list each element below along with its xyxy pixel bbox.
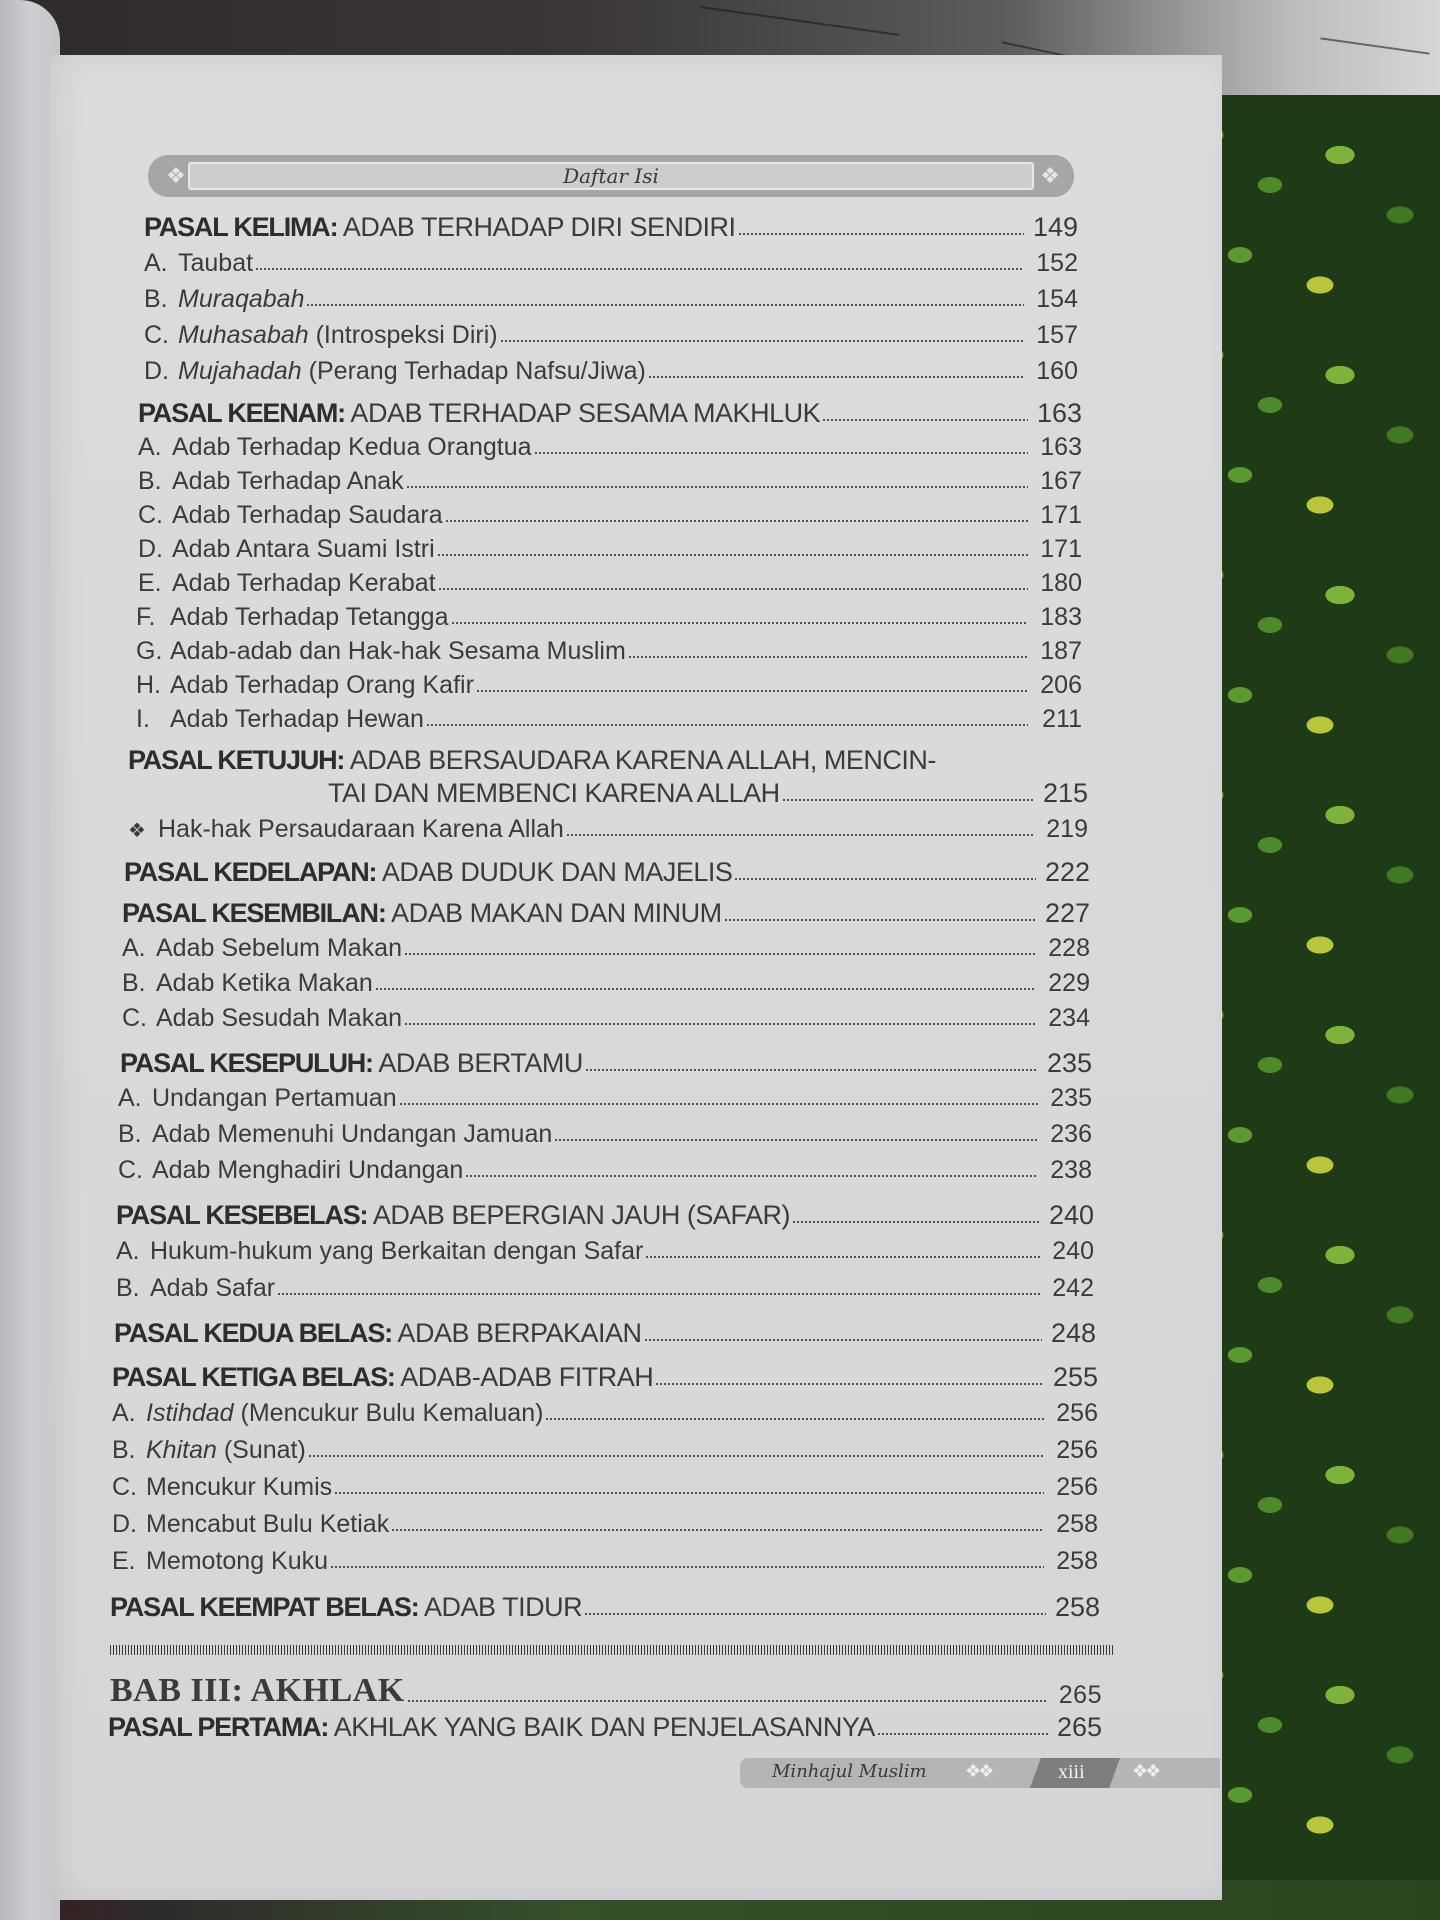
chapter-title: ADAB BERSAUDARA KARENA ALLAH, MENCIN- xyxy=(344,745,936,775)
item-letter: F. xyxy=(136,603,156,631)
page-number: 256 xyxy=(1056,1399,1098,1427)
dot-leader xyxy=(465,1174,1038,1178)
page-number: 240 xyxy=(1048,1200,1094,1230)
toc-item[interactable] xyxy=(118,1120,1092,1149)
toc-item[interactable] xyxy=(116,1274,1094,1303)
chapter-title: ADAB TERHADAP DIRI SENDIRI xyxy=(337,212,736,242)
page-number: 238 xyxy=(1050,1156,1092,1184)
dot-leader xyxy=(399,1102,1038,1106)
dot-leader xyxy=(375,987,1036,991)
item-text: (Introspeksi Diri) xyxy=(308,321,498,349)
dot-leader xyxy=(407,1699,1048,1703)
page-number: 236 xyxy=(1050,1120,1092,1148)
item-text: Mencabut Bulu Ketiak xyxy=(146,1510,390,1538)
toc-item[interactable] xyxy=(112,1510,1098,1539)
chapter-title: ADAB MAKAN DAN MINUM xyxy=(385,898,722,928)
toc-chapter-pasal-kesebelas[interactable] xyxy=(116,1200,1094,1231)
toc-item[interactable] xyxy=(112,1473,1098,1502)
item-text: Adab Terhadap Anak xyxy=(172,467,404,495)
page-number: 228 xyxy=(1048,934,1090,962)
dot-leader xyxy=(391,1528,1044,1532)
dot-leader xyxy=(585,1068,1038,1072)
item-text: Adab Terhadap Kedua Orangtua xyxy=(172,433,532,461)
item-text: Hukum-hukum yang Berkaitan dengan Safar xyxy=(150,1237,644,1265)
page-number: 235 xyxy=(1050,1084,1092,1112)
dot-leader xyxy=(566,833,1034,837)
item-text: Adab Memenuhi Undangan Jamuan xyxy=(152,1120,553,1148)
dot-leader xyxy=(782,798,1034,802)
dot-leader xyxy=(255,267,1024,271)
toc-item[interactable] xyxy=(138,569,1082,598)
item-text: Adab Terhadap Kerabat xyxy=(172,569,436,597)
toc-item[interactable] xyxy=(112,1436,1098,1465)
chapter-label: PASAL KEDUA BELAS: xyxy=(114,1318,392,1348)
item-text: (Perang Terhadap Nafsu/Jiwa) xyxy=(301,357,646,385)
ornament-icon: ❖❖ xyxy=(1132,1761,1159,1781)
dot-leader xyxy=(306,303,1024,307)
chapter-label: PASAL KESEMBILAN: xyxy=(122,898,386,928)
item-italic-text: Muhasabah xyxy=(178,321,309,349)
item-letter: B. xyxy=(122,969,146,997)
dot-leader xyxy=(500,339,1024,343)
chapter-title: ADAB TERHADAP SESAMA MAKHLUK xyxy=(344,398,821,428)
page-number: 219 xyxy=(1046,815,1088,843)
dot-leader xyxy=(404,1022,1036,1026)
chapter-title: ADAB TIDUR xyxy=(418,1592,583,1622)
dot-leader xyxy=(628,655,1028,659)
item-letter: H. xyxy=(136,671,161,699)
toc-chapter-pasal-ketujuh-line2[interactable] xyxy=(328,778,1088,809)
item-text: Adab Safar xyxy=(150,1274,276,1302)
item-italic-text: Khitan xyxy=(146,1436,217,1464)
dot-leader xyxy=(645,1255,1040,1259)
page-number: 183 xyxy=(1040,603,1082,631)
item-letter: A. xyxy=(112,1399,136,1427)
item-text: Adab Terhadap Tetangga xyxy=(170,603,449,631)
page-number: 157 xyxy=(1036,321,1078,349)
item-italic-text: Mujahadah xyxy=(178,357,302,385)
item-letter: A. xyxy=(144,249,168,277)
dot-leader xyxy=(655,1382,1044,1386)
toc-chapter-pasal-kesembilan[interactable] xyxy=(122,898,1090,929)
toc-chapter-pasal-ketujuh-line1[interactable] xyxy=(128,745,1088,776)
item-text: Adab Ketika Makan xyxy=(156,969,373,997)
chapter-title: ADAB BERTAMU xyxy=(372,1048,583,1078)
item-text: Adab Terhadap Hewan xyxy=(170,705,424,733)
item-letter: A. xyxy=(116,1237,140,1265)
item-letter: B. xyxy=(112,1436,136,1464)
toc-chapter-pasal-keenam[interactable] xyxy=(138,398,1082,429)
toc-item[interactable] xyxy=(112,1547,1098,1576)
toc-chapter-pasal-kelima[interactable] xyxy=(144,212,1078,243)
item-letter: B. xyxy=(138,467,162,495)
dot-leader xyxy=(534,451,1028,455)
page-number: 258 xyxy=(1056,1510,1098,1538)
item-text: Taubat xyxy=(178,249,254,277)
item-text: (Sunat) xyxy=(216,1436,306,1464)
chapter-title: AKHLAK YANG BAIK DAN PENJELASANNYA xyxy=(328,1712,875,1742)
chapter-title: ADAB BERPAKAIAN xyxy=(391,1318,642,1348)
item-text: Adab Sebelum Makan xyxy=(156,934,402,962)
page-number: 180 xyxy=(1040,569,1082,597)
dot-leader xyxy=(334,1491,1044,1495)
toc-chapter-pasal-ketiga-belas[interactable] xyxy=(112,1362,1098,1393)
chapter-title: ADAB-ADAB FITRAH xyxy=(394,1362,654,1392)
dot-leader xyxy=(451,621,1029,625)
page-number: 242 xyxy=(1052,1274,1094,1302)
page-number: 227 xyxy=(1044,898,1090,928)
item-text: Adab Terhadap Orang Kafir xyxy=(170,671,474,699)
chapter-label: PASAL KESEPULUH: xyxy=(120,1048,373,1078)
item-letter: C. xyxy=(138,501,163,529)
page-number: 235 xyxy=(1046,1048,1092,1078)
section-divider xyxy=(110,1645,1113,1655)
toc-item[interactable] xyxy=(136,637,1082,666)
toc-item[interactable] xyxy=(118,1156,1092,1185)
dot-leader xyxy=(404,952,1036,956)
item-text: Undangan Pertamuan xyxy=(152,1084,397,1112)
page-number: 256 xyxy=(1056,1436,1098,1464)
toc-chapter-pasal-kedelapan[interactable] xyxy=(124,857,1090,888)
page-number: 215 xyxy=(1042,778,1088,808)
item-italic-text: Istihdad xyxy=(146,1399,234,1427)
diamond-bullet-icon: ❖ xyxy=(128,820,146,842)
dot-leader xyxy=(438,587,1028,591)
dot-leader xyxy=(644,1338,1042,1342)
dot-leader xyxy=(476,689,1028,693)
dot-leader xyxy=(308,1454,1044,1458)
item-letter: E. xyxy=(112,1547,136,1575)
item-letter: D. xyxy=(144,357,169,385)
toc-chapter-pasal-kesepuluh[interactable] xyxy=(120,1048,1092,1079)
item-letter: C. xyxy=(122,1004,147,1032)
toc-item[interactable] xyxy=(144,357,1078,386)
item-text: (Mencukur Bulu Kemaluan) xyxy=(233,1399,544,1427)
item-letter: E. xyxy=(138,569,162,597)
chapter-label: PASAL KEEMPAT BELAS: xyxy=(110,1592,419,1622)
toc-item[interactable] xyxy=(122,1004,1090,1033)
page-number: 255 xyxy=(1052,1362,1098,1392)
item-text: Adab Menghadiri Undangan xyxy=(152,1156,464,1184)
dot-leader xyxy=(822,418,1028,422)
page-number: 206 xyxy=(1040,671,1082,699)
item-letter: A. xyxy=(138,433,162,461)
dot-leader xyxy=(584,1612,1046,1616)
page-number: 152 xyxy=(1036,249,1078,277)
item-letter: B. xyxy=(144,285,168,313)
page-number: xiii xyxy=(1058,1761,1085,1783)
page-number: 265 xyxy=(1058,1681,1102,1709)
toc-item[interactable] xyxy=(136,671,1082,700)
page-number: 234 xyxy=(1048,1004,1090,1032)
item-letter: C. xyxy=(118,1156,143,1184)
page-number: 240 xyxy=(1052,1237,1094,1265)
toc-item[interactable] xyxy=(122,934,1090,963)
chapter-label: PASAL KEENAM: xyxy=(138,398,345,428)
dot-leader xyxy=(554,1138,1038,1142)
footer-banner xyxy=(740,1758,1220,1788)
toc-bab-iii[interactable] xyxy=(110,1672,1102,1710)
page-number: 258 xyxy=(1056,1547,1098,1575)
dot-leader xyxy=(648,375,1024,379)
item-italic-text: Muraqabah xyxy=(178,285,305,313)
chapter-title: ADAB DUDUK DAN MAJELIS xyxy=(376,857,733,887)
item-letter: A. xyxy=(118,1084,142,1112)
item-text: Mencukur Kumis xyxy=(146,1473,333,1501)
toc-item[interactable] xyxy=(144,285,1078,314)
chapter-label: PASAL KESEBELAS: xyxy=(116,1200,368,1230)
page-number: 167 xyxy=(1040,467,1082,495)
dot-leader xyxy=(724,918,1036,922)
chapter-label: PASAL KEDELAPAN: xyxy=(124,857,377,887)
bab-title: BAB III: AKHLAK xyxy=(110,1672,405,1709)
item-text: Adab Antara Suami Istri xyxy=(172,535,435,563)
chapter-title: ADAB BEPERGIAN JAUH (SAFAR) xyxy=(367,1200,790,1230)
item-text: Adab Sesudah Makan xyxy=(156,1004,403,1032)
chapter-label: PASAL KETIGA BELAS: xyxy=(112,1362,395,1392)
toc-item[interactable] xyxy=(122,969,1090,998)
page-number: 258 xyxy=(1054,1592,1100,1622)
toc-item[interactable] xyxy=(116,1237,1094,1266)
item-letter: D. xyxy=(112,1510,137,1538)
toc-item[interactable] xyxy=(144,249,1078,278)
toc-item[interactable] xyxy=(138,535,1082,564)
toc-chapter-pasal-keempat-belas[interactable] xyxy=(110,1592,1100,1623)
item-text: Adab-adab dan Hak-hak Sesama Muslim xyxy=(170,637,626,665)
page-number: 171 xyxy=(1040,535,1082,563)
page-number: 256 xyxy=(1056,1473,1098,1501)
item-letter: B. xyxy=(118,1120,142,1148)
page-number: 160 xyxy=(1036,357,1078,385)
item-text: Memotong Kuku xyxy=(146,1547,329,1575)
page-number: 171 xyxy=(1040,501,1082,529)
toc-item[interactable] xyxy=(138,467,1082,496)
dot-leader xyxy=(545,1417,1044,1421)
chapter-label: PASAL KELIMA: xyxy=(144,212,338,242)
toc-item[interactable] xyxy=(136,603,1082,632)
toc-item[interactable] xyxy=(138,501,1082,530)
dot-leader xyxy=(437,553,1028,557)
item-letter: G. xyxy=(136,637,163,665)
header-banner xyxy=(148,155,1074,197)
book-title: Minhajul Muslim xyxy=(772,1761,927,1782)
dot-leader xyxy=(734,877,1036,881)
page-number: 154 xyxy=(1036,285,1078,313)
page-number: 163 xyxy=(1040,433,1082,461)
item-letter: A. xyxy=(122,934,146,962)
toc-item[interactable] xyxy=(128,815,1088,844)
dot-leader xyxy=(277,1292,1040,1296)
toc-item[interactable] xyxy=(138,433,1082,462)
dot-leader xyxy=(406,485,1028,489)
chapter-title-continued: TAI DAN MEMBENCI KARENA ALLAH xyxy=(328,778,780,808)
item-letter: D. xyxy=(138,535,163,563)
toc-chapter-pasal-pertama[interactable] xyxy=(108,1712,1102,1743)
item-letter: C. xyxy=(144,321,169,349)
page-number: 163 xyxy=(1036,398,1082,428)
toc-item[interactable] xyxy=(118,1084,1092,1113)
dot-leader xyxy=(877,1732,1048,1736)
page-number: 248 xyxy=(1050,1318,1096,1348)
dot-leader xyxy=(738,232,1024,236)
dot-leader xyxy=(426,723,1028,727)
page-number: 222 xyxy=(1044,857,1090,887)
page-number: 187 xyxy=(1040,637,1082,665)
page-number: 149 xyxy=(1032,212,1078,242)
page-number: 229 xyxy=(1048,969,1090,997)
toc-item[interactable] xyxy=(144,321,1078,350)
dot-leader xyxy=(330,1565,1044,1569)
ornament-icon: ❖❖ xyxy=(965,1761,992,1781)
ornament-left-icon: ❖ xyxy=(166,163,182,188)
item-letter: B. xyxy=(116,1274,140,1302)
dot-leader xyxy=(445,519,1028,523)
item-text: Adab Terhadap Saudara xyxy=(172,501,443,529)
toc-item[interactable] xyxy=(136,705,1082,734)
ornament-right-icon: ❖ xyxy=(1040,163,1056,188)
toc-chapter-pasal-kedua-belas[interactable] xyxy=(114,1318,1096,1349)
item-text: Hak-hak Persaudaraan Karena Allah xyxy=(158,815,564,843)
page-number: 265 xyxy=(1056,1712,1102,1742)
chapter-label: PASAL PERTAMA: xyxy=(108,1712,329,1742)
dot-leader xyxy=(792,1220,1040,1224)
item-letter: I. xyxy=(136,705,150,733)
item-letter: C. xyxy=(112,1473,137,1501)
page-number: 211 xyxy=(1042,705,1082,733)
chapter-label: PASAL KETUJUH: xyxy=(128,745,345,775)
page-title: Daftar Isi xyxy=(563,164,659,188)
toc-item[interactable] xyxy=(112,1399,1098,1428)
